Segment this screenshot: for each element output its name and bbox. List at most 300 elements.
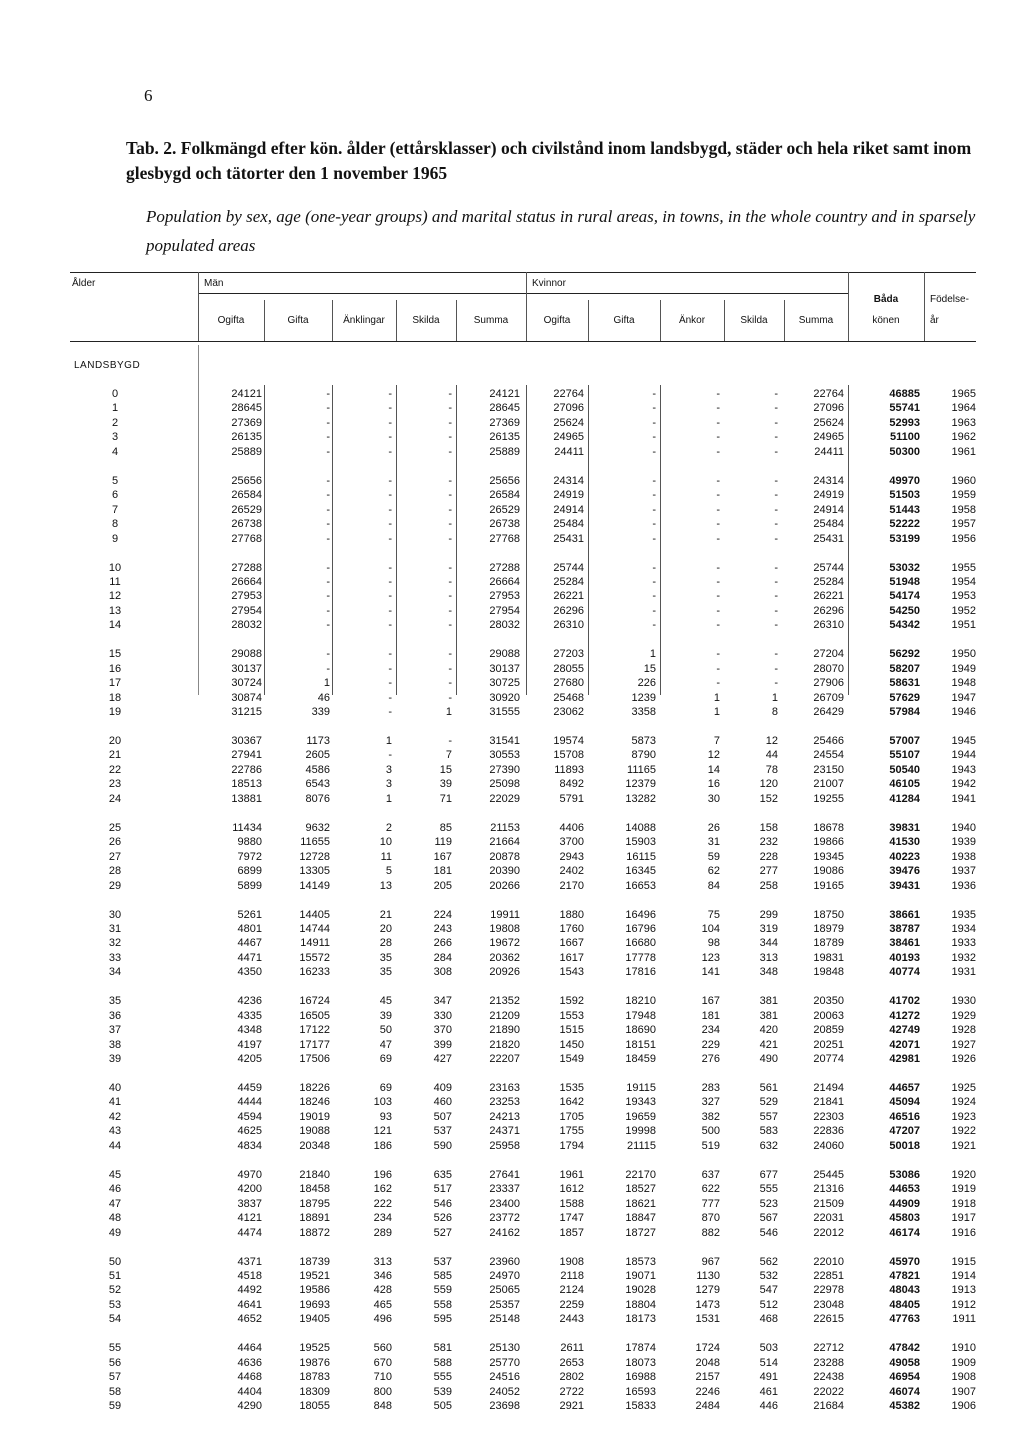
kvinnor-ankor-cell: 12 [707,749,720,762]
kvinnor-summa-cell: 20251 [813,1038,844,1051]
kvinnor-ankor-cell: - [716,619,720,632]
age-cell: 32 [108,937,122,950]
bada-konen-cell: 46954 [889,1371,920,1384]
bada-konen-cell: 51503 [889,489,920,502]
man-anklingar-cell: 465 [373,1298,392,1311]
man-summa-cell: 28645 [489,402,520,415]
kvinnor-skilda-cell: 446 [759,1400,778,1413]
kvinnor-ankor-cell: 283 [701,1082,720,1094]
kvinnor-skilda-cell: 381 [759,1009,778,1022]
kvinnor-ankor-cell: 1 [713,706,720,719]
man-summa-cell: 26584 [489,489,520,502]
kvinnor-ogifta-cell: 24411 [554,445,584,458]
man-skilda-cell: 585 [433,1269,452,1282]
kvinnor-ankor-cell: 519 [701,1139,720,1152]
kvinnor-summa-cell: 24965 [813,431,844,444]
man-ogifta-cell: 4290 [237,1400,262,1413]
header-man-skilda: Skilda [412,315,440,326]
man-summa-cell: 30553 [489,749,520,762]
man-gifta-cell: 14149 [299,879,330,892]
kvinnor-ogifta-cell: 1961 [559,1168,584,1181]
kvinnor-skilda-cell: 461 [759,1385,778,1398]
man-anklingar-cell: 560 [373,1342,392,1355]
age-cell: 6 [111,489,119,502]
kvinnor-summa-cell: 20774 [813,1053,844,1066]
birth-year-cell: 1963 [951,416,976,429]
bada-konen-cell: 40193 [889,951,920,964]
kvinnor-ankor-cell: 7 [713,735,720,747]
kvinnor-skilda-cell: 344 [759,937,778,950]
man-skilda-cell: 595 [433,1313,452,1326]
kvinnor-ankor-cell: 777 [701,1197,720,1210]
birth-year-cell: 1961 [951,445,976,458]
man-skilda-cell: 559 [433,1284,452,1297]
header-top-rule [70,272,976,273]
man-anklingar-cell: 2 [385,821,392,834]
kvinnor-gifta-cell: 18073 [625,1356,656,1369]
kvinnor-gifta-cell: 21115 [627,1139,656,1152]
age-cell: 58 [108,1385,122,1398]
man-ogifta-cell: 9880 [237,836,262,849]
age-cell: 33 [108,951,122,964]
kvinnor-summa-cell: 26310 [813,619,844,632]
kvinnor-ankor-cell: 327 [701,1096,720,1109]
man-ogifta-cell: 4350 [237,966,262,979]
man-ogifta-cell: 4834 [237,1139,262,1152]
header-kvinnor-summa: Summa [798,315,834,326]
kvinnor-gifta-cell: - [652,445,656,458]
age-cell: 19 [108,706,122,719]
man-anklingar-cell: 10 [379,836,392,849]
age-cell: 16 [108,662,122,675]
kvinnor-skilda-cell: 44 [765,749,778,762]
man-skilda-cell: - [448,518,452,531]
kvinnor-skilda-cell: 232 [759,836,778,849]
kvinnor-skilda-cell: - [774,388,778,400]
man-skilda-cell: 581 [433,1342,452,1355]
kvinnor-summa-cell: 20350 [813,995,844,1008]
man-ogifta-cell: 4444 [237,1096,262,1109]
kvinnor-skilda-cell: 319 [759,922,778,935]
kvinnor-summa-cell: 22031 [813,1212,844,1225]
age-cell: 31 [108,922,122,935]
kvinnor-skilda-cell: - [774,590,778,603]
birth-year-cell: 1941 [951,792,976,805]
kvinnor-summa-cell: 22615 [813,1313,844,1326]
birth-year-cell: 1909 [951,1356,976,1369]
kvinnor-ogifta-cell: 26310 [553,619,584,632]
man-anklingar-cell: - [388,691,392,704]
man-skilda-cell: 167 [433,850,452,863]
bada-konen-cell: 40774 [889,966,920,979]
man-anklingar-cell: 162 [373,1183,392,1196]
birth-year-cell: 1938 [951,850,976,863]
man-summa-cell: 26135 [489,431,520,444]
kvinnor-skilda-cell: 78 [765,763,778,776]
age-cell: 50 [108,1255,122,1268]
kvinnor-gifta-cell: 18173 [625,1313,656,1326]
kvinnor-skilda-cell: 562 [759,1255,778,1268]
man-ogifta-cell: 4467 [237,937,262,950]
man-anklingar-cell: 103 [373,1096,392,1109]
birth-year-cell: 1954 [951,575,976,588]
man-skilda-cell: - [448,691,452,704]
kvinnor-ankor-cell: - [716,402,720,415]
column-divider [198,345,199,695]
age-cell: 56 [108,1356,122,1369]
age-cell: 14 [108,619,122,632]
man-skilda-cell: 399 [433,1038,452,1051]
kvinnor-skilda-cell: - [774,619,778,632]
kvinnor-ogifta-cell: 26221 [553,590,584,603]
age-cell: 11 [109,575,121,588]
man-skilda-cell: 224 [433,908,452,921]
man-ogifta-cell: 4652 [237,1313,262,1326]
kvinnor-ogifta-cell: 2402 [559,865,584,878]
man-summa-cell: 21352 [489,995,520,1008]
man-skilda-cell: - [448,474,452,487]
kvinnor-ogifta-cell: 1705 [559,1110,584,1123]
kvinnor-ankor-cell: 181 [701,1009,720,1022]
man-skilda-cell: 181 [433,865,452,878]
man-anklingar-cell: 35 [379,951,392,964]
man-anklingar-cell: 848 [373,1400,392,1413]
birth-year-cell: 1921 [951,1139,976,1152]
kvinnor-summa-cell: 21494 [813,1082,844,1094]
kvinnor-skilda-cell: 1 [771,691,778,704]
header-man-summa: Summa [473,315,509,326]
age-cell: 53 [108,1298,122,1311]
kvinnor-summa-cell: 20859 [813,1024,844,1037]
birth-year-cell: 1917 [951,1212,976,1225]
birth-year-cell: 1935 [951,908,976,921]
kvinnor-gifta-cell: 17948 [625,1009,656,1022]
kvinnor-gifta-cell: 19659 [625,1110,656,1123]
man-summa-cell: 25889 [489,445,520,458]
kvinnor-gifta-cell: 18690 [625,1024,656,1037]
kvinnor-summa-cell: 19165 [813,879,844,892]
kvinnor-summa-cell: 21684 [813,1400,844,1413]
kvinnor-summa-cell: 25284 [813,575,844,588]
man-anklingar-cell: - [388,662,392,675]
kvinnor-gifta-cell: 18804 [625,1298,656,1311]
birth-year-cell: 1934 [951,922,976,935]
man-summa-cell: 21664 [489,836,520,849]
age-cell: 42 [108,1110,122,1123]
birth-year-cell: 1923 [951,1110,976,1123]
man-gifta-cell: 2605 [305,749,330,762]
man-gifta-cell: 6543 [305,778,330,791]
man-ogifta-cell: 29088 [231,648,262,661]
kvinnor-gifta-cell: 15 [643,662,656,675]
kvinnor-gifta-cell: 15903 [625,836,656,849]
kvinnor-ogifta-cell: 1612 [559,1183,584,1196]
kvinnor-ankor-cell: 104 [701,922,720,935]
kvinnor-summa-cell: 25624 [813,416,844,429]
kvinnor-summa-cell: 22712 [813,1342,844,1355]
kvinnor-ankor-cell: - [716,518,720,531]
man-ogifta-cell: 4518 [237,1269,262,1282]
man-skilda-cell: 39 [439,778,452,791]
man-anklingar-cell: 670 [373,1356,392,1369]
birth-year-cell: 1951 [951,619,976,632]
birth-year-cell: 1937 [951,865,976,878]
man-ogifta-cell: 28032 [231,619,262,632]
man-anklingar-cell: 313 [373,1255,392,1268]
kvinnor-summa-cell: 19848 [813,966,844,979]
man-summa-cell: 24516 [489,1371,520,1384]
birth-year-cell: 1911 [952,1313,976,1326]
kvinnor-summa-cell: 24919 [813,489,844,502]
kvinnor-ankor-cell: 870 [701,1212,720,1225]
kvinnor-ogifta-cell: 23062 [553,706,584,719]
man-skilda-cell: 517 [433,1183,452,1196]
kvinnor-ankor-cell: - [716,648,720,661]
kvinnor-ankor-cell: 59 [707,850,720,863]
bada-konen-cell: 41702 [889,995,920,1008]
kvinnor-skilda-cell: 557 [759,1110,778,1123]
man-summa-cell: 21153 [490,821,520,834]
kvinnor-ogifta-cell: 1760 [559,922,584,935]
man-summa-cell: 20926 [489,966,520,979]
man-ogifta-cell: 30367 [231,735,262,747]
man-anklingar-cell: - [388,677,392,690]
man-summa-cell: 27954 [489,604,520,617]
kvinnor-ankor-cell: - [716,416,720,429]
age-cell: 12 [108,590,122,603]
man-skilda-cell: 505 [433,1400,452,1413]
man-anklingar-cell: 69 [379,1053,392,1066]
age-cell: 22 [108,763,122,776]
age-cell: 24 [108,792,122,805]
bada-konen-cell: 41272 [889,1009,920,1022]
man-anklingar-cell: 196 [373,1168,392,1181]
man-summa-cell: 30920 [489,691,520,704]
man-summa-cell: 24121 [489,388,520,400]
kvinnor-summa-cell: 22303 [813,1110,844,1123]
man-skilda-cell: - [448,619,452,632]
man-ogifta-cell: 28645 [231,402,262,415]
man-gifta-cell: 19088 [299,1125,330,1138]
age-cell: 1 [111,402,119,415]
man-ogifta-cell: 31215 [231,706,262,719]
man-skilda-cell: - [448,561,452,574]
kvinnor-skilda-cell: 468 [759,1313,778,1326]
kvinnor-skilda-cell: - [774,662,778,675]
man-gifta-cell: 19521 [299,1269,330,1282]
man-skilda-cell: 15 [439,763,452,776]
man-skilda-cell: - [448,735,452,747]
kvinnor-gifta-cell: 16115 [626,850,656,863]
bada-konen-cell: 54250 [889,604,920,617]
man-anklingar-cell: - [388,532,392,545]
man-anklingar-cell: - [388,749,392,762]
man-ogifta-cell: 4197 [237,1038,262,1051]
man-anklingar-cell: - [388,503,392,516]
man-ogifta-cell: 4371 [237,1255,262,1268]
birth-year-cell: 1944 [951,749,976,762]
kvinnor-ankor-cell: 2157 [695,1371,720,1384]
header-group-rule [198,293,848,294]
kvinnor-gifta-cell: - [652,575,656,588]
birth-year-cell: 1960 [951,474,976,487]
man-skilda-cell: - [448,445,452,458]
man-ogifta-cell: 4459 [237,1082,262,1094]
man-ogifta-cell: 4404 [237,1385,262,1398]
man-skilda-cell: 7 [445,749,452,762]
kvinnor-ogifta-cell: 1592 [559,995,584,1008]
man-gifta-cell: 17177 [299,1038,330,1051]
kvinnor-skilda-cell: - [774,503,778,516]
kvinnor-ankor-cell: - [716,604,720,617]
kvinnor-summa-cell: 25431 [813,532,844,545]
kvinnor-ankor-cell: 1130 [696,1269,720,1282]
age-cell: 10 [108,561,122,574]
man-ogifta-cell: 27369 [231,416,262,429]
kvinnor-ogifta-cell: 27680 [553,677,584,690]
bada-konen-cell: 49970 [889,474,920,487]
man-ogifta-cell: 4474 [237,1226,262,1239]
header-man-ogifta: Ogifta [217,315,245,326]
man-anklingar-cell: - [388,561,392,574]
age-cell: 4 [111,445,119,458]
man-summa-cell: 21820 [489,1038,520,1051]
man-anklingar-cell: - [388,648,392,661]
kvinnor-summa-cell: 19831 [813,951,844,964]
table-title: Tab. 2. Folkmängd efter kön. ålder (ettårsklasser) och civilstånd inom landsbygd, städer och hela riket samt inom glesbygd och tätorter den 1 november 1965 [126,138,972,183]
man-summa-cell: 28032 [489,619,520,632]
man-summa-cell: 27288 [489,561,520,574]
birth-year-cell: 1958 [951,503,976,516]
kvinnor-skilda-cell: 529 [759,1096,778,1109]
kvinnor-ankor-cell: 1473 [695,1298,720,1311]
bada-konen-cell: 41284 [889,792,920,805]
kvinnor-ogifta-cell: 1535 [559,1082,584,1094]
bada-konen-cell: 45382 [889,1400,920,1413]
man-ogifta-cell: 26529 [231,503,262,516]
kvinnor-summa-cell: 27204 [813,648,844,661]
bada-konen-cell: 38461 [889,937,920,950]
kvinnor-skilda-cell: - [774,402,778,415]
man-skilda-cell: 460 [433,1096,452,1109]
bada-konen-cell: 41530 [889,836,920,849]
man-summa-cell: 20878 [489,850,520,863]
man-gifta-cell: 18783 [299,1371,330,1384]
man-gifta-cell: 19876 [299,1356,330,1369]
kvinnor-ogifta-cell: 1617 [559,951,584,964]
birth-year-cell: 1962 [951,431,976,444]
kvinnor-ankor-cell: - [716,662,720,675]
man-summa-cell: 30725 [489,677,520,690]
man-gifta-cell: 46 [317,691,330,704]
kvinnor-ankor-cell: 84 [707,879,720,892]
bada-konen-cell: 44653 [889,1183,920,1196]
kvinnor-skilda-cell: - [774,416,778,429]
kvinnor-summa-cell: 27096 [813,402,844,415]
kvinnor-gifta-cell: 19998 [625,1125,656,1138]
birth-year-cell: 1907 [951,1385,976,1398]
man-ogifta-cell: 11434 [232,821,262,834]
birth-year-cell: 1910 [951,1342,976,1355]
man-anklingar-cell: 234 [373,1212,392,1225]
man-summa-cell: 25656 [489,474,520,487]
kvinnor-summa-cell: 26221 [813,590,844,603]
kvinnor-ogifta-cell: 2124 [559,1284,584,1297]
man-anklingar-cell: - [388,489,392,502]
birth-year-cell: 1957 [951,518,976,531]
kvinnor-summa-cell: 28070 [813,662,844,675]
kvinnor-skilda-cell: - [774,604,778,617]
birth-year-cell: 1912 [951,1298,976,1311]
age-cell: 28 [108,865,122,878]
kvinnor-gifta-cell: 11165 [627,763,656,776]
man-gifta-cell: 19019 [299,1110,330,1123]
man-skilda-cell: 537 [433,1255,452,1268]
man-summa-cell: 25130 [489,1342,520,1355]
kvinnor-skilda-cell: 547 [759,1284,778,1297]
man-anklingar-cell: 1 [385,792,392,805]
kvinnor-summa-cell: 19086 [813,865,844,878]
man-skilda-cell: - [448,604,452,617]
man-gifta-cell: - [326,619,330,632]
header-fodelse: Födelse- [930,294,969,305]
kvinnor-ogifta-cell: 3700 [559,836,584,849]
kvinnor-ogifta-cell: 25284 [553,575,584,588]
man-anklingar-cell: 13 [379,879,392,892]
man-ogifta-cell: 4636 [237,1356,262,1369]
kvinnor-summa-cell: 26709 [813,691,844,704]
kvinnor-gifta-cell: 19343 [625,1096,656,1109]
age-cell: 36 [108,1009,122,1022]
kvinnor-ogifta-cell: 2118 [560,1269,584,1282]
kvinnor-ankor-cell: 123 [701,951,720,964]
man-ogifta-cell: 4121 [237,1212,262,1225]
bada-konen-cell: 49058 [889,1356,920,1369]
age-cell: 18 [108,691,122,704]
man-ogifta-cell: 4200 [237,1183,262,1196]
man-anklingar-cell: - [388,445,392,458]
man-gifta-cell: 18872 [299,1226,330,1239]
man-gifta-cell: - [326,648,330,661]
man-anklingar-cell: 800 [373,1385,392,1398]
man-ogifta-cell: 5261 [237,908,262,921]
kvinnor-ankor-cell: - [716,388,720,400]
bada-konen-cell: 46105 [889,778,920,791]
bada-konen-cell: 54174 [889,590,920,603]
bada-konen-cell: 38661 [889,908,920,921]
age-cell: 15 [108,648,122,661]
bada-konen-cell: 39831 [889,821,920,834]
birth-year-cell: 1940 [951,821,976,834]
header-divider [198,272,199,341]
kvinnor-gifta-cell: - [652,604,656,617]
birth-year-cell: 1928 [951,1024,976,1037]
man-summa-cell: 23337 [489,1183,520,1196]
age-cell: 30 [108,908,122,921]
man-gifta-cell: 17506 [299,1053,330,1066]
birth-year-cell: 1933 [951,937,976,950]
man-anklingar-cell: 21 [379,908,392,921]
man-summa-cell: 25770 [489,1356,520,1369]
kvinnor-summa-cell: 19345 [813,850,844,863]
birth-year-cell: 1906 [951,1400,976,1413]
age-cell: 34 [108,966,122,979]
header-man: Män [204,278,224,289]
man-ogifta-cell: 26584 [231,489,262,502]
man-summa-cell: 23960 [489,1255,520,1268]
bada-konen-cell: 39476 [889,865,920,878]
kvinnor-ogifta-cell: 2170 [559,879,584,892]
